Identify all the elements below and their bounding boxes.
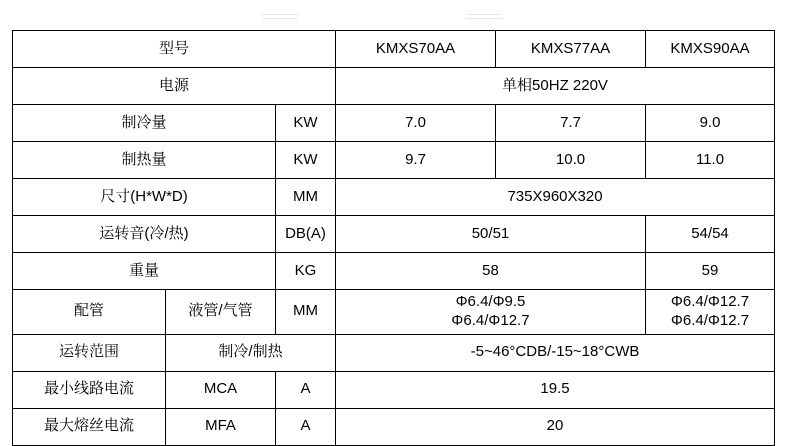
table-cell: 最小线路电流: [13, 371, 166, 408]
top-artifact-left: [262, 0, 298, 19]
table-cell: KMXS70AA: [336, 31, 496, 68]
table-cell: Φ6.4/Φ12.7 Φ6.4/Φ12.7: [646, 290, 775, 335]
table-cell: 单相50HZ 220V: [336, 68, 775, 105]
table-cell: 735X960X320: [336, 179, 775, 216]
table-cell: 7.0: [336, 105, 496, 142]
table-cell: 20: [336, 408, 775, 445]
table-cell: MCA: [166, 371, 276, 408]
table-cell: KW: [276, 142, 336, 179]
table-cell: KMXS77AA: [496, 31, 646, 68]
cooling-capacity-row: [13, 105, 775, 142]
specification-table: [12, 30, 775, 446]
model-row: [13, 31, 775, 68]
table-cell: 50/51: [336, 216, 646, 253]
table-cell: 制冷/制热: [166, 334, 336, 371]
table-cell: -5~46°CDB/-15~18°CWB: [336, 334, 775, 371]
table-cell: A: [276, 408, 336, 445]
table-cell: 重量: [13, 253, 276, 290]
table-cell: 尺寸(H*W*D): [13, 179, 276, 216]
table-cell: 电源: [13, 68, 336, 105]
heating-capacity-row: [13, 142, 775, 179]
table-cell: MM: [276, 179, 336, 216]
table-cell: 最大熔丝电流: [13, 408, 166, 445]
power-supply-row: [13, 68, 775, 105]
dimensions-row: [13, 179, 775, 216]
artifact-tick: [262, 14, 298, 15]
table-cell: KG: [276, 253, 336, 290]
artifact-tick: [466, 14, 502, 15]
table-cell: KMXS90AA: [646, 31, 775, 68]
table-cell: MM: [276, 290, 336, 335]
table-cell: KW: [276, 105, 336, 142]
mfa-row: [13, 408, 775, 445]
table-cell: 液管/气管: [166, 290, 276, 335]
table-cell: 19.5: [336, 371, 775, 408]
table-cell: MFA: [166, 408, 276, 445]
table-cell: 9.0: [646, 105, 775, 142]
top-artifact-right: [466, 0, 502, 19]
table-cell: 7.7: [496, 105, 646, 142]
specification-table-body: [13, 31, 775, 446]
piping-row: [13, 290, 775, 335]
table-cell: A: [276, 371, 336, 408]
mca-row: [13, 371, 775, 408]
table-cell: 11.0: [646, 142, 775, 179]
table-cell: 型号: [13, 31, 336, 68]
noise-row: [13, 216, 775, 253]
table-cell: 制冷量: [13, 105, 276, 142]
table-cell: 配管: [13, 290, 166, 335]
table-cell: 59: [646, 253, 775, 290]
table-cell: 10.0: [496, 142, 646, 179]
table-cell: 54/54: [646, 216, 775, 253]
table-cell: 运转音(冷/热): [13, 216, 276, 253]
weight-row: [13, 253, 775, 290]
table-cell: Φ6.4/Φ9.5 Φ6.4/Φ12.7: [336, 290, 646, 335]
table-cell: 9.7: [336, 142, 496, 179]
table-cell: 运转范围: [13, 334, 166, 371]
operating-range-row: [13, 334, 775, 371]
table-cell: 58: [336, 253, 646, 290]
table-cell: 制热量: [13, 142, 276, 179]
table-cell: DB(A): [276, 216, 336, 253]
